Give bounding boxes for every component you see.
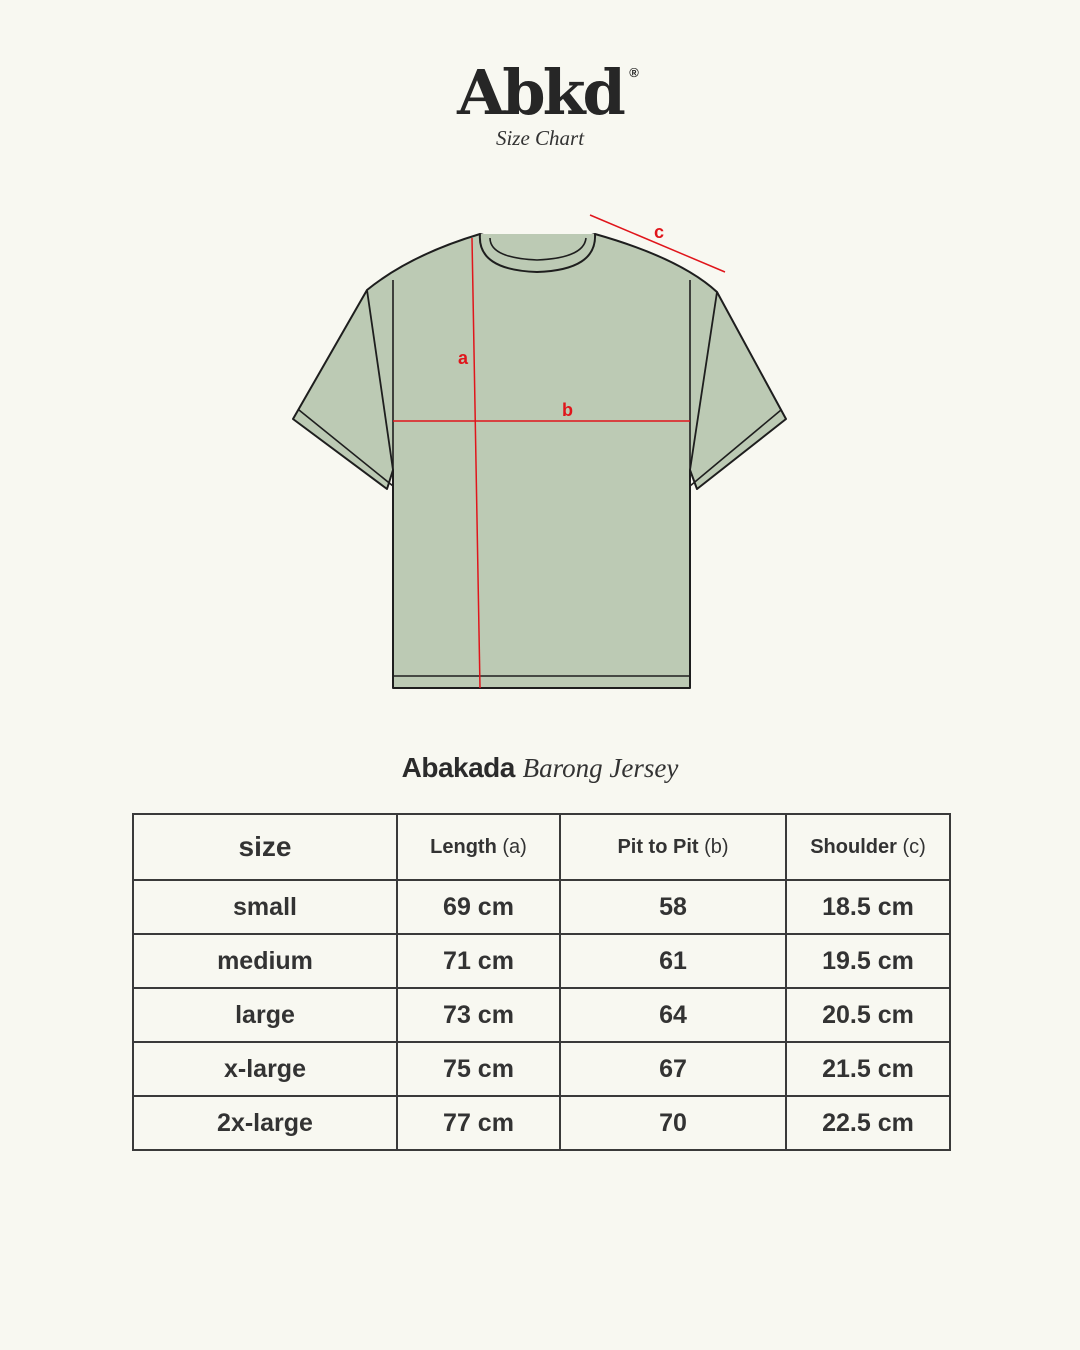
header-length-code: (a) xyxy=(502,835,527,858)
cell-pit: 61 xyxy=(560,934,786,988)
brand-logo xyxy=(457,56,639,129)
measure-label-c: c xyxy=(654,222,665,242)
header-size-label: size xyxy=(238,831,292,862)
header-pit-to-pit xyxy=(560,814,786,880)
registered-mark: ® xyxy=(629,65,639,80)
brand-logo-text: Abkd xyxy=(457,56,623,129)
table-row xyxy=(133,988,950,1042)
header-pit-code: (b) xyxy=(704,835,729,858)
tshirt-body xyxy=(293,234,786,688)
brand-header xyxy=(0,56,1080,151)
cell-shoulder: 20.5 cm xyxy=(786,988,950,1042)
cell-length: 71 cm xyxy=(397,934,560,988)
measure-label-b: b xyxy=(562,400,573,420)
cell-pit: 58 xyxy=(560,880,786,934)
brand-subtitle: Size Chart xyxy=(495,126,585,150)
product-name: Abakada xyxy=(401,752,515,783)
header-shoulder xyxy=(786,814,950,880)
header-length-label: Length xyxy=(430,835,497,858)
product-variant: Barong Jersey xyxy=(522,753,679,783)
product-title xyxy=(0,752,1080,784)
cell-length: 77 cm xyxy=(397,1096,560,1150)
table-header-row xyxy=(133,814,950,880)
table-row xyxy=(133,880,950,934)
header-length xyxy=(397,814,560,880)
table-row xyxy=(133,1096,950,1150)
cell-pit: 64 xyxy=(560,988,786,1042)
measure-label-a: a xyxy=(458,348,469,368)
cell-shoulder: 22.5 cm xyxy=(786,1096,950,1150)
cell-size: medium xyxy=(133,934,397,988)
header-size xyxy=(133,814,397,880)
cell-shoulder: 19.5 cm xyxy=(786,934,950,988)
cell-size: small xyxy=(133,880,397,934)
table-row xyxy=(133,1042,950,1096)
tshirt-diagram xyxy=(280,205,800,705)
cell-pit: 70 xyxy=(560,1096,786,1150)
cell-shoulder: 18.5 cm xyxy=(786,880,950,934)
size-table xyxy=(132,813,951,1151)
cell-shoulder: 21.5 cm xyxy=(786,1042,950,1096)
cell-size: x-large xyxy=(133,1042,397,1096)
header-shoulder-label: Shoulder xyxy=(810,835,897,858)
cell-length: 75 cm xyxy=(397,1042,560,1096)
cell-length: 69 cm xyxy=(397,880,560,934)
cell-length: 73 cm xyxy=(397,988,560,1042)
cell-size: large xyxy=(133,988,397,1042)
header-pit-label: Pit to Pit xyxy=(617,835,699,858)
cell-size: 2x-large xyxy=(133,1096,397,1150)
cell-pit: 67 xyxy=(560,1042,786,1096)
table-row xyxy=(133,934,950,988)
header-shoulder-code: (c) xyxy=(902,835,926,858)
